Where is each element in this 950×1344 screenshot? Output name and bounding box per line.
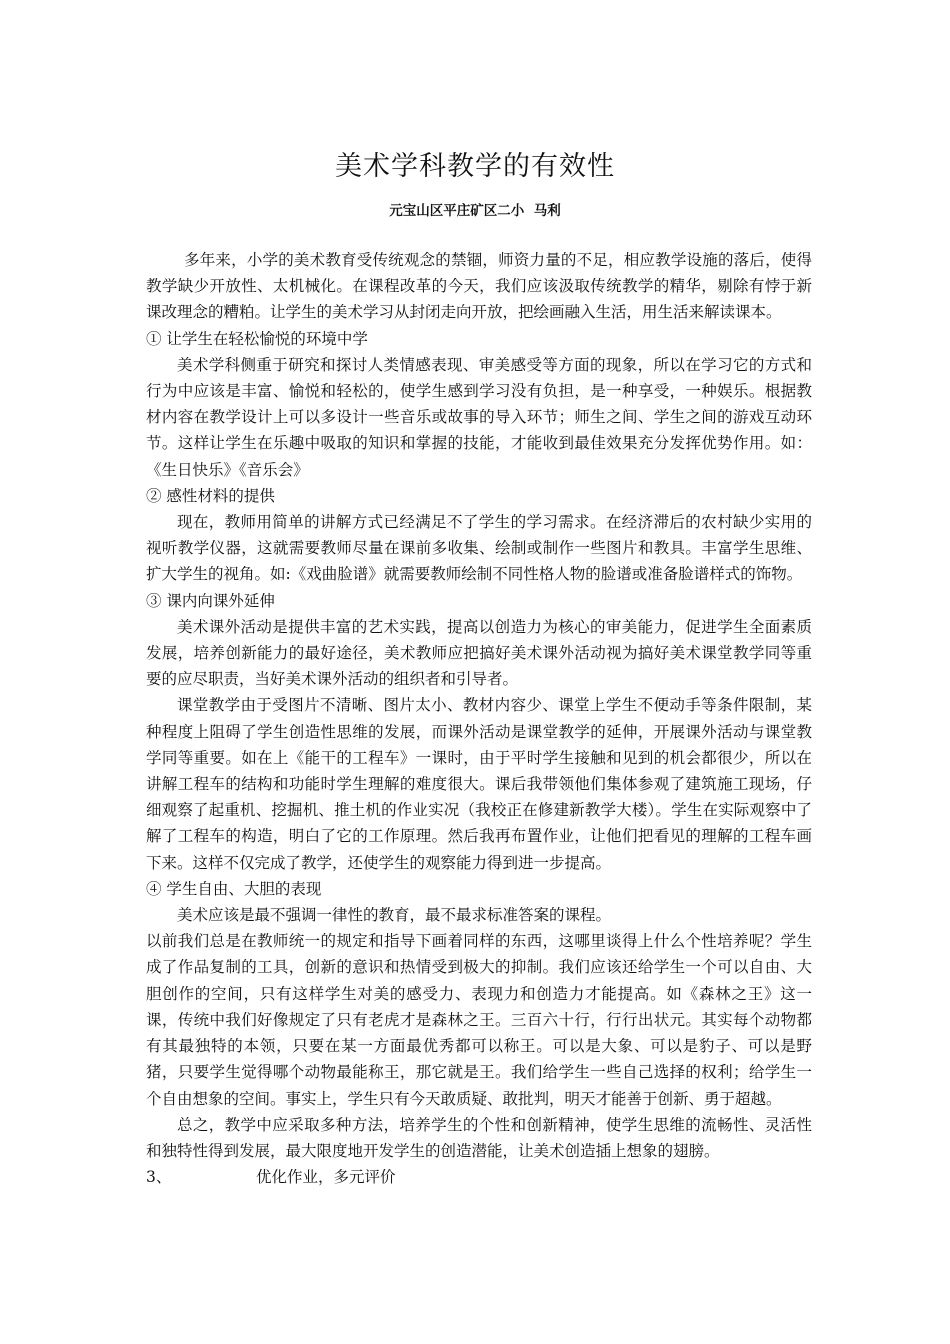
section-heading-4: ④ 学生自由、大胆的表现 (146, 879, 322, 898)
section-heading-3: ③ 课内向课外延伸 (146, 591, 275, 610)
paragraph: 总之，教学中应采取多种方法，培养学生的个性和创新精神，使学生思维的流畅性、灵活性和独特性得到发展，最大限度地开发学生的创造潜能，让美术创造插上想象的翅膀。 (146, 1115, 812, 1160)
item-text: 优化作业，多元评价 (256, 1168, 396, 1187)
document-body (146, 247, 812, 1190)
item-number: 3、 (146, 1168, 172, 1187)
page-title: 美术学科教学的有效性 (335, 151, 615, 183)
intro-paragraph: 多年来，小学的美术教育受传统观念的禁锢，师资力量的不足，相应教学设施的落后，使得教学缺少开放性、太机械化。在课程改革的今天，我们应该汲取传统教学的精华，剔除有悖于新课改理念的糟粕。让学生的美术学习从封闭走向开放，把绘画融入生活，用生活来解读课本。 (146, 251, 812, 322)
paragraph: 现在，教师用简单的讲解方式已经满足不了学生的学习需求。在经济滞后的农村缺少实用的视听教学仪器，这就需要教师尽量在课前多收集、绘制或制作一些图片和教具。丰富学生思维、扩大学生的视角。如:《戏曲脸谱》就需要教师绘制不同性格人物的脸谱或准备脸谱样式的饰物。 (146, 513, 812, 584)
paragraph: 以前我们总是在教师统一的规定和指导下画着同样的东西，这哪里谈得上什么个性培养呢？学生成了作品复制的工具，创新的意识和热情受到极大的抑制。我们应该还给学生一个可以自由、大胆创作的空间，只有这样学生对美的感受力、表现力和创造力才能提高。如《森林之王》这一课，传统中我们好像规定了只有老虎才是森林之王。三百六十行，行行出状元。其实每个动物都有其最独特的本领，只要在某一方面最优秀都可以称王。可以是大象、可以是豹子、可以是野猪，只要学生觉得哪个动物最能称王，那它就是王。我们给学生一些自己选择的权利；给学生一个自由想象的空间。事实上，学生只有今天敢质疑、敢批判，明天才能善于创新、勇于超越。 (146, 932, 812, 1108)
paragraph: 美术学科侧重于研究和探讨人类情感表现、审美感受等方面的现象，所以在学习它的方式和行为中应该是丰富、愉悦和轻松的，使学生感到学习没有负担，是一种享受，一种娱乐。根据教材内容在教学设计上可以多设计一些音乐或故事的导入环节；师生之间、学生之间的游戏互动环节。这样让学生在乐趣中吸取的知识和掌握的技能，才能收到最佳效果充分发挥优势作用。如：《生日快乐》《音乐会》 (146, 355, 812, 479)
numbered-item-3 (146, 1164, 812, 1190)
section-heading-2: ② 感性材料的提供 (146, 486, 275, 505)
paragraph: 美术应该是最不强调一律性的教育，最不最求标准答案的课程。 (177, 906, 612, 925)
section-heading-1: ① 让学生在轻松愉悦的环境中学 (146, 329, 368, 348)
paragraph: 美术课外活动是提供丰富的艺术实践，提高以创造力为核心的审美能力，促进学生全面素质发展，培养创新能力的最好途径，美术教师应把搞好美术课外活动视为搞好美术课堂教学同等重要的应尽职责，当好美术课外活动的组织者和引导者。 (146, 617, 812, 689)
author-line: 元宝山区平庄矿区二小 马利 (389, 203, 561, 219)
paragraph: 课堂教学由于受图片不清晰、图片太小、教材内容少、课堂上学生不便动手等条件限制，某种程度上阻碍了学生创造性思维的发展，而课外活动是课堂教学的延伸，开展课外活动与课堂教学同等重要。如在上《能干的工程车》一课时，由于平时学生接触和见到的机会都很少，所以在讲解工程车的结构和功能时学生理解的难度很大。课后我带领他们集体参观了建筑施工现场，仔细观察了起重机、挖掘机、推土机的作业实况（我校正在修建新教学大楼）。学生在实际观察中了解了工程车的构造，明白了它的工作原理。然后我再布置作业，让他们把看见的理解的工程车画下来。这样不仅完成了教学，还使学生的观察能力得到进一步提高。 (146, 696, 812, 872)
